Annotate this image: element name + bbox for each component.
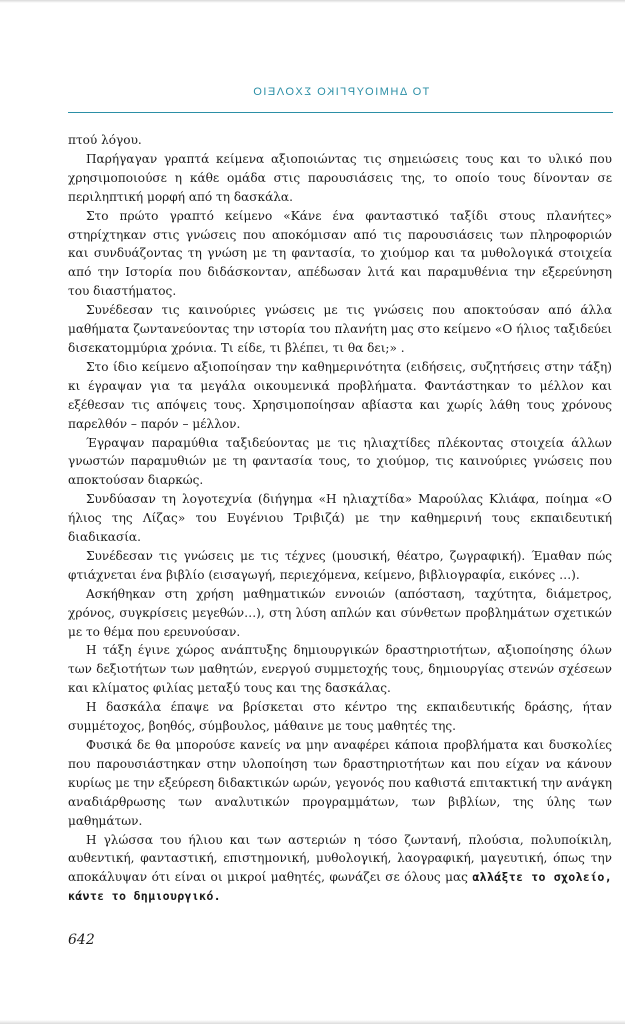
closing-emphasis: αλλάξτε το σχολείο, κάντε το δημιουργικό. [68,870,612,904]
paragraph: Η δασκάλα έπαψε να βρίσκεται στο κέντρο της εκπαιδευτικής δράσης, ήταν συμμέτοχος, βοηθός, σύμβουλος, μάθαινε με τους μαθητές της. [68,700,612,734]
running-header: ΤΟ ΔΗΜΙΟΥΡΓΙΚΟ ΣΧΟΛΕΙΟ [251,86,430,98]
paragraph: Παρήγαγαν γραπτά κείμενα αξιοποιώντας τις σημειώσεις τους και το υλικό που χρησιμοποιούσε η κάθε ομάδα στις παρουσιάσεις της, το οποίο τους δίνονταν σε περιληπτική μορφή από τη δασκάλα. [68,151,612,204]
paragraph: Η τάξη έγινε χώρος ανάπτυξης δημιουργικών δραστηριοτήτων, αξιοποίησης όλων των δεξιοτήτων των μαθητών, ενεργού συμμετοχής τους, δημιουργίας στενών σχέσεων και κλίματος φιλίας μεταξύ τους και της δασκάλας. [68,643,612,696]
closing-text: Η γλώσσα του ήλιου και των αστεριών η τόσο ζωντανή, πλούσια, πολυποίκιλη, αυθεντική, φανταστική, επιστημονική, μυθολογική, λαογραφική, μαγευτική, όπως την αποκάλυψαν ότι είναι οι μικροί μαθητές, φωνάζει σε όλους μας [68,832,612,885]
page-edge-bottom [0,1020,625,1024]
paragraph: Στο πρώτο γραπτό κείμενο «Κάνε ένα φανταστικό ταξίδι στους πλανήτες» στηρίχτηκαν στις γνώσεις που αποκόμισαν από τις παρουσιάσεις των πληροφοριών και συνδυάζοντας τη γνώση με τη φαντασία, το χιούμορ και τα μυθολογικά στοιχεία από την Ιστορία που διδάσκονταν, απέδωσαν λιτά και παραμυθένια την εξερεύνηση του διαστήματος. [68,208,612,299]
paragraph: Στο ίδιο κείμενο αξιοποίησαν την καθημερινότητα (ειδήσεις, συζητήσεις στην τάξη) κι έγραψαν για τα μεγάλα οικουμενικά προβλήματα. Φαντάστηκαν το μέλλον και εξέθεσαν τις απόψεις τους. Χρησιμοποίησαν αβίαστα και χωρίς λάθη τους χρόνους παρελθόν – παρόν – μέλλον. [68,359,612,431]
paragraph: Έγραψαν παραμύθια ταξιδεύοντας με τις ηλιαχτίδες πλέκοντας στοιχεία άλλων γνωστών παραμυθιών με τη φαντασία τους, το χιούμορ, τις καινούριες γνώσεις που αποκτούσαν διαρκώς. [68,435,612,488]
closing-paragraph [68,831,612,907]
header-rule [68,112,613,113]
page-number: 642 [68,932,95,948]
body-text [68,131,612,906]
page-edge-top [0,0,625,3]
paragraph: Συνέδεσαν τις καινούριες γνώσεις με τις γνώσεις που αποκτούσαν από άλλα μαθήματα ζωντανεύοντας την ιστορία του πλανήτη μας στο κείμενο «Ο ήλιος ταξιδεύει δισεκατομμύρια χρόνια. Τι είδε, τι βλέπει, τι θα δει;» . [68,303,612,355]
paragraph: Συνδύασαν τη λογοτεχνία (διήγημα «Η ηλιαχτίδα» Μαρούλας Κλιάφα, ποίημα «Ο ήλιος της Λίζας» του Ευγένιου Τριβιζά) με την καθημερινή τους εκπαιδευτική διαδικασία. [68,492,612,545]
paragraph: Συνέδεσαν τις γνώσεις με τις τέχνες (μουσική, θέατρο, ζωγραφική). Έμαθαν πώς φτιάχνεται ένα βιβλίο (εισαγωγή, περιεχόμενα, κείμενο, βιβλιογραφία, εικόνες …). [68,548,612,582]
paragraph: Φυσικά δε θα μπορούσε κανείς να μην αναφέρει κάποια προβλήματα και δυσκολίες που παρουσιάστηκαν στην υλοποίηση των δραστηριοτήτων και που είχαν να κάνουν κυρίως με την εξεύρεση διδακτικών ωρών, γεγονός που καθιστά επιτακτική την ανάγκη αναδιάρθρωσης των αναλυτικών προγραμμάτων, των βιβλίων, της ύλης των μαθημάτων. [68,738,612,828]
paragraph: Ασκήθηκαν στη χρήση μαθηματικών εννοιών (απόσταση, ταχύτητα, διάμετρος, χρόνος, συγκρίσεις μεγεθών…), στη λύση απλών και σύνθετων προβλημάτων σχετικών με το θέμα που ερευνούσαν. [68,586,612,639]
paragraph-continuation: πτού λόγου. [68,133,142,147]
